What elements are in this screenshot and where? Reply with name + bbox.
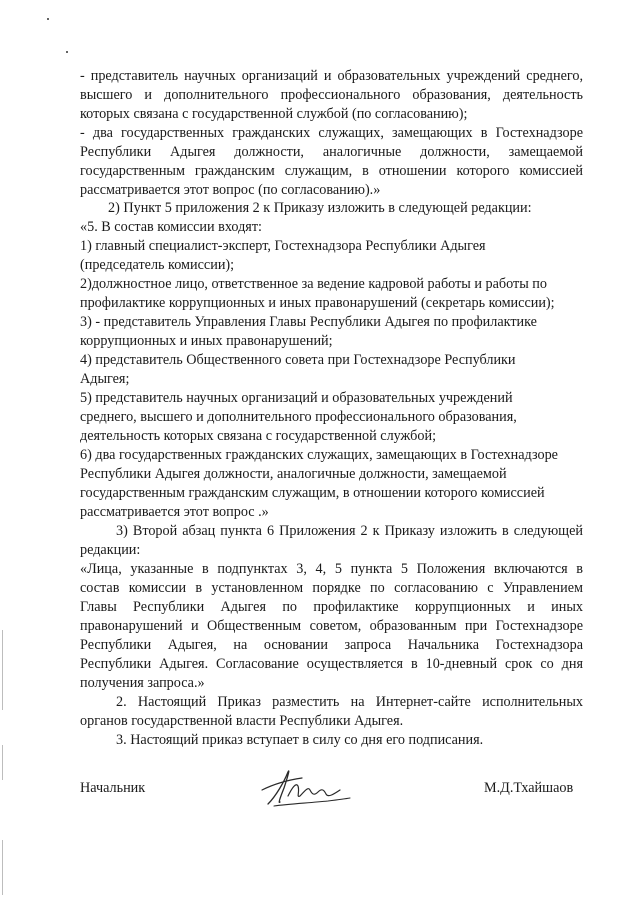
text-line: рассматривается этот вопрос (по согласованию).» bbox=[80, 182, 381, 198]
member-line: 4) представитель Общественного совета при Гостехнадзоре Республики bbox=[80, 352, 516, 368]
clause2-line: органов государственной власти Республики Адыгея. bbox=[80, 713, 404, 729]
signatory-position: Начальник bbox=[80, 780, 146, 796]
clause3-line: 3. Настоящий приказ вступает в силу со дня его подписания. bbox=[116, 732, 484, 748]
member-line: 3) - представитель Управления Главы Республики Адыгея по профилактике bbox=[80, 314, 537, 330]
member-line: (председатель комиссии); bbox=[80, 257, 235, 273]
quote-line: состав комиссии в установленном порядке по согласованию с Управлением bbox=[80, 580, 583, 596]
quote-line: Республики Адыгея, на основании запроса Начальника Гостехнадзора bbox=[80, 637, 583, 653]
member-line: деятельность которых связана с государственной службой; bbox=[80, 428, 437, 444]
item3-heading: редакции: bbox=[80, 542, 141, 558]
quote-line: получения запроса.» bbox=[80, 675, 205, 691]
member-line: среднего, высшего и дополнительного профессионального образования, bbox=[80, 409, 517, 425]
member-line: Адыгея; bbox=[80, 371, 130, 387]
scan-speck bbox=[66, 51, 68, 53]
scan-speck bbox=[47, 18, 49, 20]
member-line: 2)должностное лицо, ответственное за ведение кадровой работы и работы по bbox=[80, 276, 547, 292]
member-line: коррупционных и иных правонарушений; bbox=[80, 333, 333, 349]
quote-line: Республики Адыгея. Согласование осуществляется в 10-дневный срок со дня bbox=[80, 656, 583, 672]
handwritten-signature bbox=[258, 766, 354, 810]
scan-margin-mark bbox=[2, 745, 3, 780]
quote-line: Главы Республики Адыгея по профилактике коррупционных и иных bbox=[80, 599, 583, 615]
clause2-line: 2. Настоящий Приказ разместить на Интернет-сайте исполнительных bbox=[116, 694, 583, 710]
text-line: высшего и дополнительного профессионального образования, деятельность bbox=[80, 87, 583, 103]
member-line: профилактике коррупционных и иных правонарушений (секретарь комиссии); bbox=[80, 295, 555, 311]
member-line: 5) представитель научных организаций и образовательных учреждений bbox=[80, 390, 513, 406]
quote-line: правонарушений и Общественным советом, образованным при Гостехнадзоре bbox=[80, 618, 583, 634]
member-line: 6) два государственных гражданских служащих, замещающих в Гостехнадзоре bbox=[80, 447, 558, 463]
signatory-name: М.Д.Тхайшаов bbox=[484, 780, 574, 796]
member-line: рассматривается этот вопрос .» bbox=[80, 504, 269, 520]
member-line: Республики Адыгея должности, аналогичные должности, замещаемой bbox=[80, 466, 507, 482]
member-line: государственным гражданским служащим, в отношении которого комиссией bbox=[80, 485, 545, 501]
text-line: которых связана с государственной службой (по согласованию); bbox=[80, 106, 468, 122]
item3-heading: 3) Второй абзац пункта 6 Приложения 2 к Приказу изложить в следующей bbox=[116, 523, 583, 539]
text-line: Республики Адыгея должности, аналогичные должности, замещаемой bbox=[80, 144, 583, 160]
scan-margin-mark bbox=[2, 630, 3, 710]
text-line: - два государственных гражданских служащих, замещающих в Гостехнадзоре bbox=[80, 125, 583, 141]
item2-heading: 2) Пункт 5 приложения 2 к Приказу изложить в следующей редакции: bbox=[108, 200, 532, 216]
text-line: государственным гражданским служащим, в отношении которого комиссией bbox=[80, 163, 583, 179]
quote-line: «Лица, указанные в подпунктах 3, 4, 5 пункта 5 Положения включаются в bbox=[80, 561, 583, 577]
scan-margin-mark bbox=[2, 840, 3, 895]
item2-intro: «5. В состав комиссии входят: bbox=[80, 219, 262, 235]
member-line: 1) главный специалист-эксперт, Гостехнадзора Республики Адыгея bbox=[80, 238, 486, 254]
text-line: - представитель научных организаций и образовательных учреждений среднего, bbox=[80, 68, 583, 84]
